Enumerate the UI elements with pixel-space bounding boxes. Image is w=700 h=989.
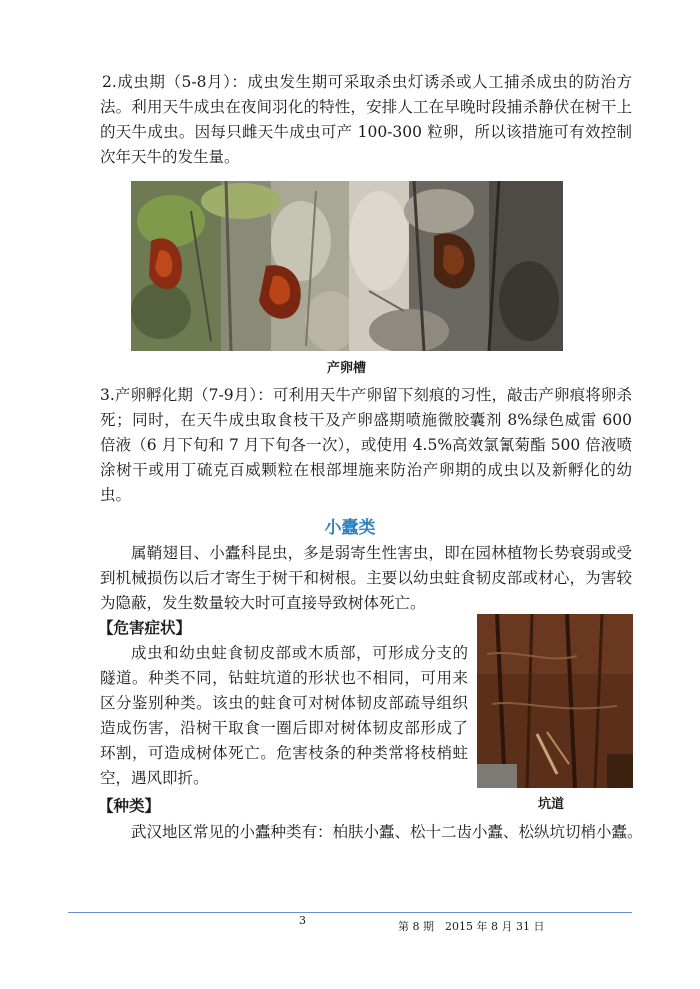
page-number: 3	[299, 914, 306, 927]
figure2-caption: 坑道	[538, 797, 565, 812]
damage-paragraph: 成虫和幼虫蛀食韧皮部或木质部，可形成分支的隧道。种类不同，钻蛀坑道的形状也不相同，可用来区分鉴别种类。该虫的蛀食可对树体韧皮部疏导组织造成伤害，沿树干取食一圈后即对树体韧皮部形成了环割，可造成树体死亡。危害枝条的种类常将枝梢蛀空，遇风即折。	[100, 644, 468, 787]
stage2-paragraph: 2.成虫期（5-8月）：成虫发生期可采取杀虫灯诱杀或人工捕杀成虫的防治方法。利用天牛成虫在夜间羽化的特性，安排人工在早晚时段捕杀静伏在树干上的天牛成虫。因每只雌天牛成虫可产 100-300 粒卵，所以该措施可有效控制次年天牛的发生量。	[100, 73, 632, 166]
section-title: 小蠹类	[324, 518, 376, 538]
footer-rule	[68, 912, 632, 913]
gallery-photo	[477, 614, 633, 788]
oviposition-photo-left	[131, 181, 349, 351]
bark-image-left	[131, 181, 349, 351]
species-heading: 【种类】	[98, 797, 161, 815]
issue-date: 第 8 期 2015 年 8 月 31 日	[398, 920, 545, 933]
oviposition-photo-right	[349, 181, 563, 351]
figure1-caption: 产卵槽	[327, 361, 367, 376]
gallery-image	[477, 614, 633, 788]
bark-image-right	[349, 181, 563, 351]
damage-heading: 【危害症状】	[98, 619, 192, 637]
section-intro-paragraph: 属鞘翅目、小蠹科昆虫，多是弱寄生性害虫，即在园林植物长势衰弱或受到机械损伤以后才寄生于树干和树根。主要以幼虫蛀食韧皮部或材心，为害较为隐蔽，发生数量较大时可直接导致树体死亡。	[100, 544, 632, 612]
species-paragraph: 武汉地区常见的小蠹种类有：柏肤小蠹、松十二齿小蠹、松纵坑切梢小蠹。	[131, 823, 643, 841]
stage3-paragraph: 3.产卵孵化期（7-9月）：可利用天牛产卵留下刻痕的习性，敲击产卵痕将卵杀死；同时，在天牛成虫取食枝干及产卵盛期喷施微胶囊剂 8%绿色威雷 600 倍液（6 月下旬和 7 月下旬各一次），或使用 4.5%高效氯氰菊酯 500 倍液喷涂树干或用丁硫克百威颗粒在根部埋施来防治产卵期的成虫以及新孵化的幼虫。	[100, 386, 632, 504]
